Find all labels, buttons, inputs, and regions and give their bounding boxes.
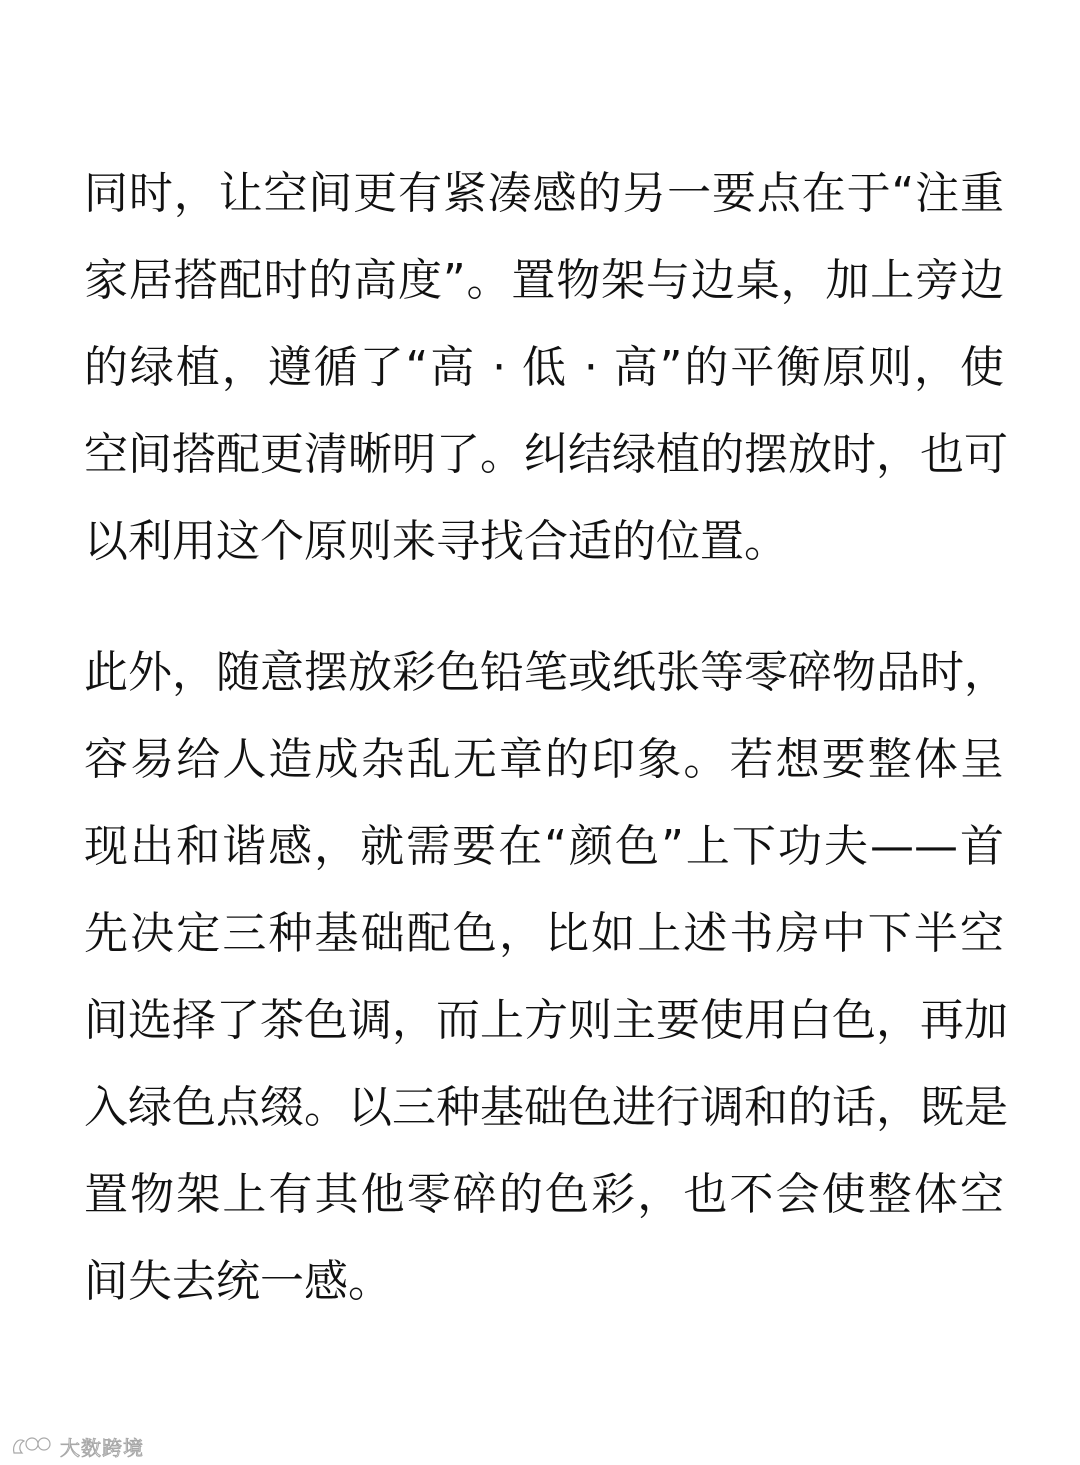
paragraph-line: 先决定三种基础配色，比如上述书房中下半空: [84, 908, 1004, 959]
paragraph-line: 的绿植，遵循了“高 · 低 · 高”的平衡原则，使: [84, 342, 1004, 393]
brand-logo-icon: [10, 1433, 54, 1459]
paragraph-line: 间选择了茶色调，而上方则主要使用白色，再加: [84, 995, 1008, 1046]
paragraph-line: 容易给人造成杂乱无章的印象。若想要整体呈: [84, 734, 1004, 785]
article-body: [84, 150, 1008, 1325]
paragraph-2: [84, 629, 1008, 1325]
paragraph-line: 同时，让空间更有紧凑感的另一要点在于“注重: [84, 168, 1004, 219]
paragraph-1: [84, 150, 1008, 585]
paragraph-line: 现出和谐感，就需要在“颜色”上下功夫——首: [84, 821, 1004, 872]
paragraph-line: 以利用这个原则来寻找合适的位置。: [84, 516, 788, 567]
paragraph-line: 置物架上有其他零碎的色彩，也不会使整体空: [84, 1169, 1004, 1220]
paragraph-line: 家居搭配时的高度”。置物架与边桌，加上旁边: [84, 255, 1004, 306]
paragraph-line: 间失去统一感。: [84, 1256, 392, 1307]
watermark: [10, 1429, 144, 1463]
paragraph-line: 空间搭配更清晰明了。纠结绿植的摆放时，也可: [84, 429, 1008, 480]
watermark-text: 大数跨境: [60, 1435, 144, 1460]
paragraph-line: 此外，随意摆放彩色铅笔或纸张等零碎物品时，: [84, 647, 1008, 698]
paragraph-line: 入绿色点缀。以三种基础色进行调和的话，既是: [84, 1082, 1008, 1133]
